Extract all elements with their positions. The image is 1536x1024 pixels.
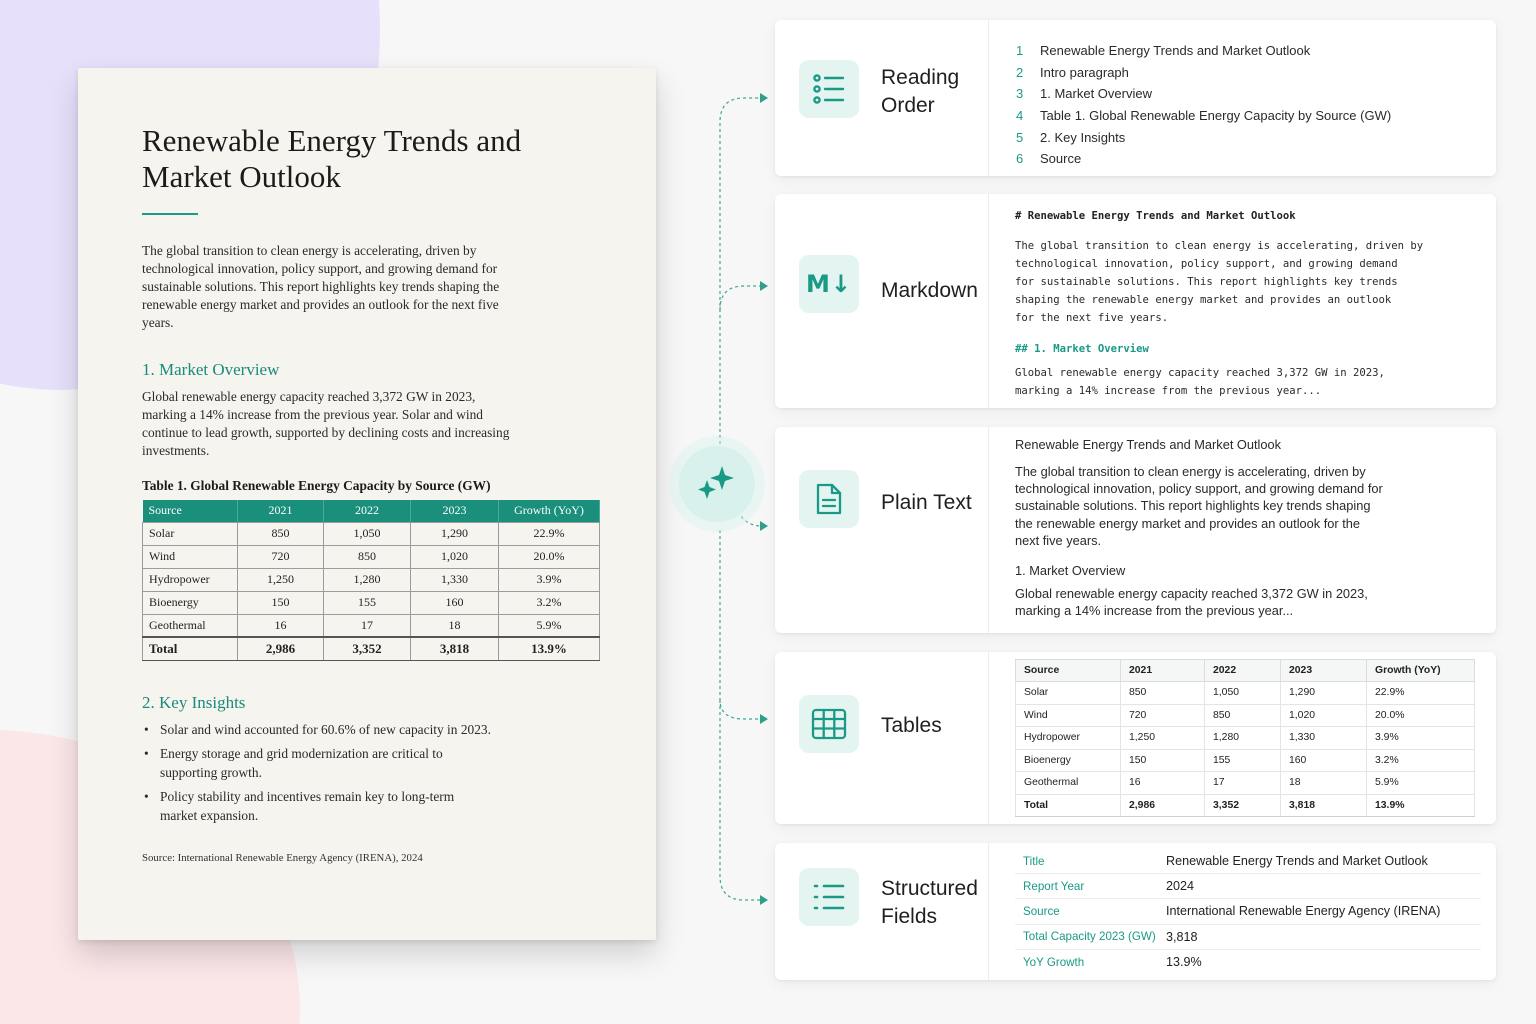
table-row (1016, 704, 1475, 727)
table-row (143, 568, 600, 591)
source-document (78, 68, 656, 940)
table-cell: Bioenergy (143, 591, 238, 614)
table-row (1016, 682, 1475, 705)
table-cell: Geothermal (143, 614, 238, 637)
card-label: Plain Text (881, 491, 972, 514)
table-cell: 1,290 (1281, 682, 1367, 705)
table-cell: Wind (143, 545, 238, 568)
list-item: • Solar and wind accounted for 60.6% of new capacity in 2023. (142, 720, 542, 739)
field-value: Renewable Energy Trends and Market Outlook (1166, 854, 1428, 869)
field-key: Title (1023, 854, 1045, 868)
table-cell: 3,818 (411, 637, 499, 660)
table-row (1016, 749, 1475, 772)
reading-order-number: 2 (1016, 64, 1024, 80)
table-cell: 850 (1205, 704, 1281, 727)
table-cell: 5.9% (1367, 772, 1475, 795)
field-row (1015, 950, 1481, 975)
table-cell: 3.9% (1367, 727, 1475, 750)
table-cell: 5.9% (499, 614, 600, 637)
table-cell: 1,330 (1281, 727, 1367, 750)
table-cell: 850 (238, 522, 324, 545)
table-row (1016, 727, 1475, 750)
reading-order-number: 4 (1016, 108, 1024, 124)
table-cell: 2,986 (1121, 794, 1205, 817)
table-cell: 3.2% (1367, 749, 1475, 772)
table-cell: 1,020 (411, 545, 499, 568)
table-cell: 22.9% (1367, 682, 1475, 705)
table-cell: 150 (1121, 749, 1205, 772)
plain-text-paragraph: The global transition to clean energy is accelerating, driven by technological innovation, policy support, and growing demand for sustainable solutions. This report highlights key trends shaping the renewable energy market and provides an outlook for the next five years. (1015, 464, 1383, 548)
key-insights-list (142, 720, 542, 830)
list-icon (799, 60, 859, 118)
table-cell: 1,280 (1205, 727, 1281, 750)
section-heading-market-overview: 1. Market Overview (142, 360, 280, 379)
table-row (143, 614, 600, 637)
table-icon (799, 695, 859, 753)
markdown-heading-2: ## 1. Market Overview (1015, 343, 1149, 355)
field-value: 13.9% (1166, 955, 1202, 970)
table-cell: 1,330 (411, 568, 499, 591)
table-cell: 3.2% (499, 591, 600, 614)
table-cell: 160 (1281, 749, 1367, 772)
markdown-paragraph: The global transition to clean energy is accelerating, driven by technological innovation, policy support, and growing demand for sustainable solutions. This report highlights key trends shaping the renewable energy market and provides an outlook for the next five years. (1015, 240, 1424, 324)
table-total-row (143, 637, 600, 660)
list-item (1016, 105, 1391, 127)
field-row (1015, 899, 1481, 924)
table-cell: 20.0% (1367, 704, 1475, 727)
card-label: Reading Order (881, 66, 960, 117)
extracted-table (1015, 659, 1475, 817)
markdown-heading-1: # Renewable Energy Trends and Market Outlook (1015, 210, 1296, 222)
card-divider (988, 843, 989, 980)
table-header-cell: 2021 (238, 500, 324, 522)
table-row (143, 591, 600, 614)
table-cell: 155 (1205, 749, 1281, 772)
table-header-cell: 2023 (1281, 660, 1367, 682)
table-cell: 17 (324, 614, 411, 637)
table-cell: 1,050 (324, 522, 411, 545)
plain-text-paragraph-2: Global renewable energy capacity reached 3,372 GW in 2023, marking a 14% increase from the previous year... (1015, 586, 1368, 619)
document-icon (799, 470, 859, 528)
document-intro: The global transition to clean energy is accelerating, driven by technological innovation, policy support, and growing demand for sustainable solutions. This report highlights key trends shaping the renewable energy market and provides an outlook for the next five years. (142, 243, 500, 330)
sparkle-icon (695, 464, 739, 504)
table-cell: 2,986 (238, 637, 324, 660)
field-key: Total Capacity 2023 (GW) (1023, 930, 1156, 944)
table-cell: 18 (411, 614, 499, 637)
structured-fields-card (775, 843, 1496, 980)
table-cell: Total (1016, 794, 1121, 817)
field-row (1015, 874, 1481, 899)
table-row (143, 522, 600, 545)
plain-text-heading: 1. Market Overview (1015, 563, 1126, 578)
tables-card (775, 652, 1496, 824)
table-header-cell: Source (1016, 660, 1121, 682)
reading-order-number: 1 (1016, 43, 1024, 58)
card-label: Structured Fields (881, 877, 978, 928)
table-header-cell: 2022 (324, 500, 411, 522)
table-cell: 1,250 (238, 568, 324, 591)
list-item (1016, 83, 1391, 105)
table-cell: 1,250 (1121, 727, 1205, 750)
table-cell: 17 (1205, 772, 1281, 795)
card-label: Tables (881, 714, 942, 737)
table-cell: 13.9% (499, 637, 600, 660)
card-divider (988, 427, 989, 633)
table-cell: Solar (1016, 682, 1121, 705)
table-cell: 1,020 (1281, 704, 1367, 727)
table-cell: 1,050 (1205, 682, 1281, 705)
list-item (1016, 148, 1391, 170)
table-cell: 720 (1121, 704, 1205, 727)
document-source: Source: International Renewable Energy Agency (IRENA), 2024 (142, 852, 423, 864)
list-item: • Energy storage and grid modernization are critical to supporting growth. (142, 744, 462, 782)
reading-order-text: 2. Key Insights (1040, 129, 1126, 145)
table-cell: Hydropower (143, 568, 238, 591)
table-header-cell: Growth (YoY) (1367, 660, 1475, 682)
card-label: Markdown (881, 279, 978, 302)
table-cell: 20.0% (499, 545, 600, 568)
table-cell: Solar (143, 522, 238, 545)
field-row (1015, 849, 1481, 874)
reading-order-number: 6 (1016, 151, 1024, 167)
list-item (1016, 127, 1391, 149)
reading-order-text: Intro paragraph (1040, 64, 1129, 80)
field-value: 3,818 (1166, 929, 1198, 944)
list-item (1016, 40, 1391, 62)
table-cell: 3,352 (324, 637, 411, 660)
reading-order-number: 3 (1016, 86, 1024, 102)
table-cell: 850 (324, 545, 411, 568)
field-key: YoY Growth (1023, 955, 1085, 969)
markdown-icon (799, 255, 859, 313)
table-cell: 16 (238, 614, 324, 637)
list-item: • Policy stability and incentives remain key to long-term market expansion. (142, 787, 472, 825)
plain-text-card (775, 427, 1496, 633)
reading-order-number: 5 (1016, 129, 1024, 145)
table-header-cell: Growth (YoY) (499, 500, 600, 522)
reading-order-card (775, 20, 1496, 176)
table-cell: 1,280 (324, 568, 411, 591)
table-cell: 150 (238, 591, 324, 614)
plain-text-title: Renewable Energy Trends and Market Outlook (1015, 437, 1282, 452)
list-item (1016, 62, 1391, 84)
table-cell: Wind (1016, 704, 1121, 727)
card-divider (988, 20, 989, 176)
reading-order-text: Renewable Energy Trends and Market Outlook (1040, 43, 1311, 58)
table-cell: 160 (411, 591, 499, 614)
table-cell: 720 (238, 545, 324, 568)
field-row (1015, 925, 1481, 950)
table-cell: 3,352 (1205, 794, 1281, 817)
table-header-cell: 2022 (1205, 660, 1281, 682)
table-cell: Bioenergy (1016, 749, 1121, 772)
section-heading-key-insights: 2. Key Insights (142, 693, 246, 712)
table-cell: 3,818 (1281, 794, 1367, 817)
field-key: Source (1023, 904, 1060, 918)
table-cell: 16 (1121, 772, 1205, 795)
reading-order-list (1016, 40, 1391, 170)
ai-sparkle-node (679, 446, 755, 522)
table-cell: 1,290 (411, 522, 499, 545)
reading-order-text: Table 1. Global Renewable Energy Capacity by Source (GW) (1040, 108, 1392, 124)
section-body-market-overview: Global renewable energy capacity reached 3,372 GW in 2023, marking a 14% increase from the previous year. Solar and wind continue to lead growth, supported by declining costs and increasing investments. (142, 389, 510, 458)
table-cell: 155 (324, 591, 411, 614)
table-header-cell: 2023 (411, 500, 499, 522)
table-cell: Total (143, 637, 238, 660)
table-cell: Geothermal (1016, 772, 1121, 795)
reading-order-text: 1. Market Overview (1040, 86, 1152, 102)
markdown-icon-glyph: M↓ (806, 270, 852, 298)
table-cell: 18 (1281, 772, 1367, 795)
reading-order-text: Source (1040, 151, 1082, 167)
card-divider (988, 194, 989, 408)
field-value: 2024 (1166, 879, 1195, 894)
table-cell: 850 (1121, 682, 1205, 705)
table-total-row (1016, 794, 1475, 817)
title-rule (142, 213, 198, 215)
markdown-paragraph-2: Global renewable energy capacity reached 3,372 GW in 2023, marking a 14% increase from the previous year... (1015, 367, 1385, 397)
table-header-cell: 2021 (1121, 660, 1205, 682)
table-row (1016, 772, 1475, 795)
card-divider (988, 652, 989, 824)
structured-fields-list (1015, 849, 1481, 975)
table-header-cell: Source (143, 500, 238, 522)
markdown-card (775, 194, 1496, 408)
table-row (143, 545, 600, 568)
field-value: International Renewable Energy Agency (IRENA) (1166, 904, 1441, 919)
fields-list-icon (799, 868, 859, 926)
table-cell: Hydropower (1016, 727, 1121, 750)
document-title: Renewable Energy Trends and Market Outlook (142, 123, 522, 194)
table-cell: 13.9% (1367, 794, 1475, 817)
table-cell: 22.9% (499, 522, 600, 545)
table-caption: Table 1. Global Renewable Energy Capacity by Source (GW) (142, 478, 491, 493)
field-key: Report Year (1023, 879, 1085, 893)
table-cell: 3.9% (499, 568, 600, 591)
document-table (142, 500, 600, 661)
